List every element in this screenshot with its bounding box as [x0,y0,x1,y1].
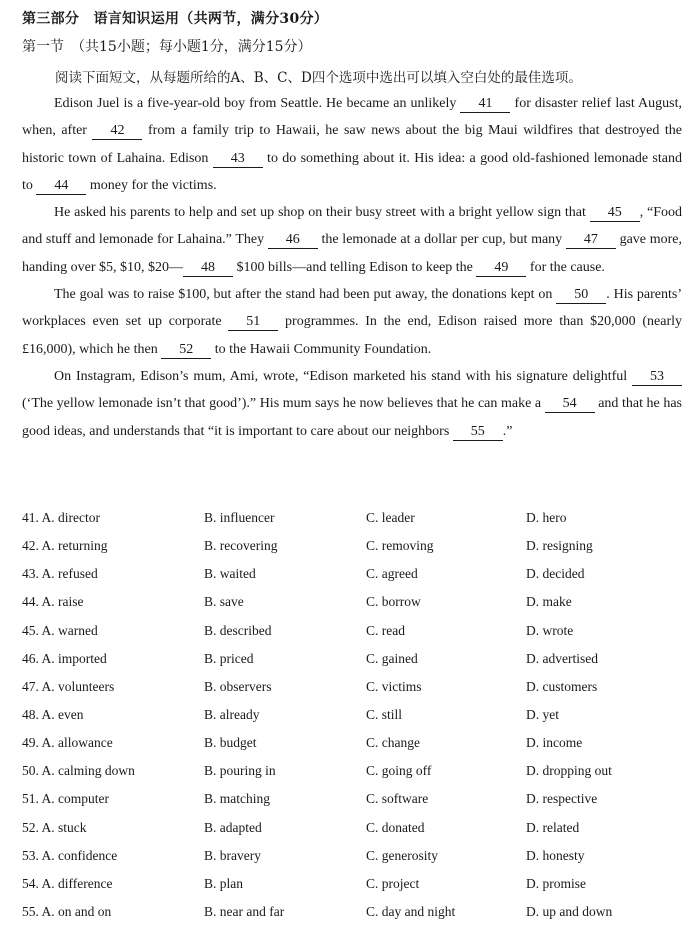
option-a: 55. A. on and on [22,904,112,920]
option-d: D. up and down [526,904,613,920]
option-c: C. going off [366,763,432,779]
option-b: B. budget [204,735,257,751]
paragraph-3 [22,281,682,363]
option-row-41 [22,504,682,532]
option-d: D. honesty [526,847,585,863]
option-a: 41. A. director [22,510,100,526]
option-d: D. promise [526,875,586,891]
option-row-43 [22,560,682,588]
section-title: 第一节 （共15小题；每小题1分，满分15分） [22,39,312,55]
passage-text: money for the victims. [86,177,217,193]
option-d: D. resigning [526,538,593,554]
option-c: C. read [366,622,405,638]
option-b: B. influencer [204,510,275,526]
blank-44: 44 [36,178,86,195]
blank-45: 45 [590,205,640,222]
option-c: C. victims [366,678,422,694]
option-row-44 [22,588,682,616]
option-a: 45. A. warned [22,622,98,638]
blank-47: 47 [566,232,616,249]
option-d: D. wrote [526,622,574,638]
passage-text: . His parents’ workplaces even set up corporate [22,287,682,330]
passage-text: On Instagram, Edison’s mum, Ami, wrote, “Edison marketed his stand with his signature delightful [54,368,632,384]
option-c: C. agreed [366,566,418,582]
option-c: C. removing [366,538,434,554]
option-b: B. priced [204,650,254,666]
option-row-42 [22,532,682,560]
option-c: C. software [366,791,429,807]
option-d: D. hero [526,510,567,526]
instructions: 阅读下面短文，从每题所给的A、B、C、D四个选项中选出可以填入空白处的最佳选项。 [55,70,582,86]
blank-53: 53 [632,369,682,386]
blank-46: 46 [268,232,318,249]
paragraph-2 [22,199,682,281]
option-row-47 [22,673,682,701]
option-c: C. donated [366,819,425,835]
blank-54: 54 [545,396,595,413]
passage-text: the lemonade at a dollar per cup, but many [317,232,566,248]
cloze-passage [22,90,682,445]
option-a: 47. A. volunteers [22,678,115,694]
option-b: B. bravery [204,847,261,863]
option-d: D. make [526,594,572,610]
option-b: B. save [204,594,244,610]
paragraph-4 [22,363,682,445]
option-c: C. borrow [366,594,421,610]
passage-text: from a family trip to Hawaii, he saw news about the big Maui wildfires that destroyed the historic town of Lahaina. Edison [22,123,682,166]
option-a: 54. A. difference [22,875,113,891]
option-a: 53. A. confidence [22,847,118,863]
passage-text: Edison Juel is a five-year-old boy from Seattle. He became an unlikely [54,96,461,111]
option-a: 52. A. stuck [22,819,87,835]
blank-42: 42 [92,123,142,140]
passage-text: to the Hawaii Community Foundation. [211,341,432,357]
option-c: C. leader [366,510,415,526]
option-a: 50. A. calming down [22,763,135,779]
option-b: B. observers [204,678,272,694]
option-row-49 [22,729,682,757]
option-d: D. related [526,819,580,835]
option-a: 44. A. raise [22,594,84,610]
part-title: 第三部分 语言知识运用（共两节，满分30分） [22,11,329,27]
passage-text: and that he has good ideas, and understands that “it is important to care about our neighbors [22,396,682,439]
option-c: C. day and night [366,904,456,920]
option-d: D. yet [526,707,559,723]
passage-text: programmes. In the end, Edison raised more than $20,000 (nearly £16,000), which he then [22,314,682,357]
option-row-54 [22,870,682,898]
passage-text: gave more, handing over $5, $10, $20— [22,232,682,275]
option-a: 49. A. allowance [22,735,113,751]
option-d: D. dropping out [526,763,612,779]
option-row-52 [22,814,682,842]
option-a: 51. A. computer [22,791,109,807]
blank-49: 49 [476,260,526,277]
option-a: 43. A. refused [22,566,98,582]
passage-text: $100 bills—and telling Edison to keep the [232,259,477,275]
option-b: B. plan [204,875,243,891]
passage-text: The goal was to raise $100, but after the stand had been put away, the donations kept on [54,287,557,303]
option-b: B. already [204,707,260,723]
option-row-53 [22,842,682,870]
option-b: B. described [204,622,272,638]
passage-text: (‘The yellow lemonade isn’t that good’).” His mum says he now believes that he can make a [22,396,545,412]
passage-text: He asked his parents to help and set up shop on their busy street with a bright yellow sign that [54,205,590,221]
passage-text: .” [502,423,513,439]
option-d: D. customers [526,678,598,694]
option-d: D. decided [526,566,585,582]
paragraph-1 [22,90,682,199]
blank-41: 41 [460,96,510,113]
option-row-55 [22,898,682,926]
option-b: B. near and far [204,904,285,920]
passage-text: for the cause. [526,259,605,275]
option-b: B. waited [204,566,256,582]
blank-55: 55 [453,424,503,441]
option-row-48 [22,701,682,729]
option-c: C. still [366,707,403,723]
blank-52: 52 [161,342,211,359]
option-b: B. adapted [204,819,262,835]
option-a: 48. A. even [22,707,84,723]
option-a: 46. A. imported [22,650,107,666]
option-c: C. change [366,735,420,751]
blank-51: 51 [228,314,278,331]
option-b: B. pouring in [204,763,276,779]
answer-options [22,504,682,926]
blank-50: 50 [556,287,606,304]
option-d: D. respective [526,791,598,807]
option-c: C. project [366,875,420,891]
passage-text: for disaster relief last August, when, after [22,96,682,139]
passage-text: to do something about it. His idea: a good old-fashioned lemonade stand to [22,150,682,193]
blank-43: 43 [213,151,263,168]
option-row-45 [22,617,682,645]
blank-48: 48 [183,260,233,277]
passage-text: , “Food and stuff and lemonade for Lahaina.” They [22,205,683,248]
option-b: B. recovering [204,538,278,554]
option-a: 42. A. returning [22,538,108,554]
option-row-51 [22,785,682,813]
option-c: C. generosity [366,847,438,863]
option-d: D. advertised [526,650,598,666]
option-d: D. income [526,735,583,751]
option-c: C. gained [366,650,418,666]
option-row-50 [22,757,682,785]
option-row-46 [22,645,682,673]
option-b: B. matching [204,791,270,807]
